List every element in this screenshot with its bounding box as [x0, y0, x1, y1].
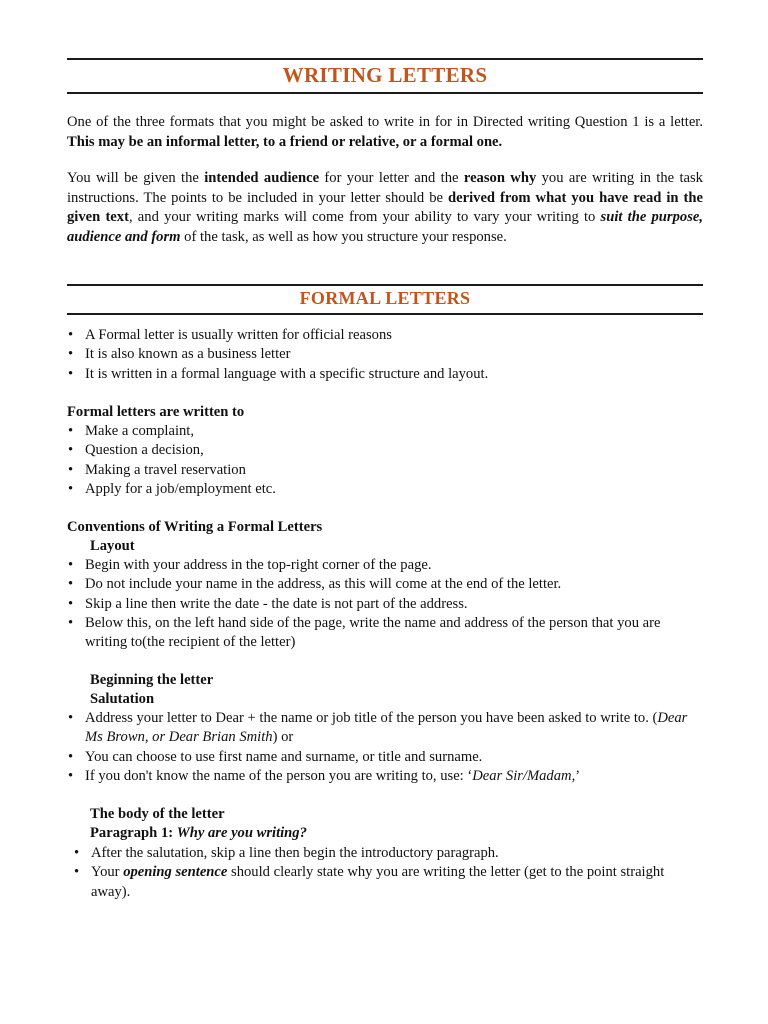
written-to-heading: Formal letters are written to — [67, 404, 245, 420]
list-item: • Question a decision, — [85, 441, 276, 460]
list-item — [85, 709, 703, 748]
list-item: • It is written in a formal language with a specific structure and layout. — [85, 365, 488, 384]
body-list — [91, 844, 703, 902]
written-to-list — [85, 422, 276, 499]
list-item: • Apply for a job/employment etc. — [85, 480, 276, 499]
section-rule-top — [67, 284, 703, 286]
list-item: • A Formal letter is usually written for official reasons — [85, 326, 488, 345]
intro-bold-text: This may be an informal letter, to a friend or relative, or a formal one. — [67, 133, 503, 150]
intro2-bold-reason: reason why — [463, 170, 537, 186]
body-item2-emphasis: opening sentence — [123, 864, 228, 881]
section-rule-bottom — [67, 313, 703, 315]
top-rule — [67, 58, 703, 60]
page-title: WRITING LETTERS — [282, 63, 488, 87]
list-item — [85, 767, 703, 786]
salutation-heading: Salutation — [90, 691, 155, 707]
list-item: • Making a travel reservation — [85, 461, 276, 480]
paragraph1-heading — [90, 824, 307, 844]
salutation-item3-text: If you don't know the name of the person you are writing to, use: ‘ — [85, 767, 473, 784]
intro2-text-i: of the task, as well as how you structure your response. — [180, 228, 507, 245]
intro-text: One of the three formats that you might be asked to write in for in Directed writing Question 1 is a letter. — [67, 114, 703, 130]
salutation-item3-example: Dear Sir/Madam, — [472, 767, 576, 784]
salutation-list — [85, 709, 703, 786]
list-item: • Below this, on the left hand side of the page, write the name and address of the person that you are writing to(the recipient of the letter) — [85, 614, 703, 653]
salutation-item1-text: Address your letter to Dear + the name or job title of the person you have been asked to write to. ( — [85, 710, 658, 726]
layout-list — [85, 556, 703, 652]
salutation-item3-end: ’ — [575, 767, 581, 784]
section-title: FORMAL LETTERS — [299, 288, 471, 308]
body-item2-text: Your — [91, 864, 124, 881]
list-item: • Begin with your address in the top-right corner of the page. — [85, 556, 703, 575]
intro-paragraph-1 — [67, 113, 703, 152]
salutation-item1-example: Dear Ms Brown, or Dear Brian Smith — [85, 710, 688, 746]
list-item — [91, 863, 703, 902]
intro2-text-c: for your letter and the — [319, 170, 464, 186]
list-item: • It is also known as a business letter — [85, 345, 488, 364]
list-item: • You can choose to use first name and surname, or title and surname. — [85, 748, 703, 767]
intro2-bold-derived: derived from what you have read in the given text — [67, 189, 703, 226]
body-item2-end: should clearly state why you are writing the letter (get to the point straight away). — [91, 864, 665, 900]
list-item: • Skip a line then write the date - the date is not part of the address. — [85, 595, 703, 614]
intro2-text-a: You will be given the — [67, 170, 205, 186]
formal-points-list — [85, 326, 488, 384]
intro2-text-e: you are writing in the task instructions. The points to be included in your letter should be — [67, 170, 703, 206]
intro-paragraph-2 — [67, 169, 703, 247]
intro2-bolditalic-purpose: suit the purpose, audience and form — [67, 209, 703, 245]
conventions-heading: Conventions of Writing a Formal Letters — [67, 519, 323, 535]
salutation-item1-end: ) or — [272, 729, 294, 746]
intro2-bold-audience: intended audience — [204, 170, 320, 186]
title-underline — [67, 92, 703, 94]
list-item: • After the salutation, skip a line then begin the introductory paragraph. — [91, 844, 703, 863]
list-item: • Do not include your name in the address, as this will come at the end of the letter. — [85, 575, 703, 594]
layout-heading: Layout — [90, 538, 135, 554]
intro2-text-g: , and your writing marks will come from your ability to vary your writing to — [128, 209, 601, 226]
body-heading: The body of the letter — [90, 806, 225, 822]
paragraph1-label: Paragraph 1: — [90, 825, 177, 841]
list-item: • Make a complaint, — [85, 422, 276, 441]
paragraph1-question: Why are you writing? — [176, 825, 307, 841]
beginning-heading: Beginning the letter — [90, 672, 214, 688]
